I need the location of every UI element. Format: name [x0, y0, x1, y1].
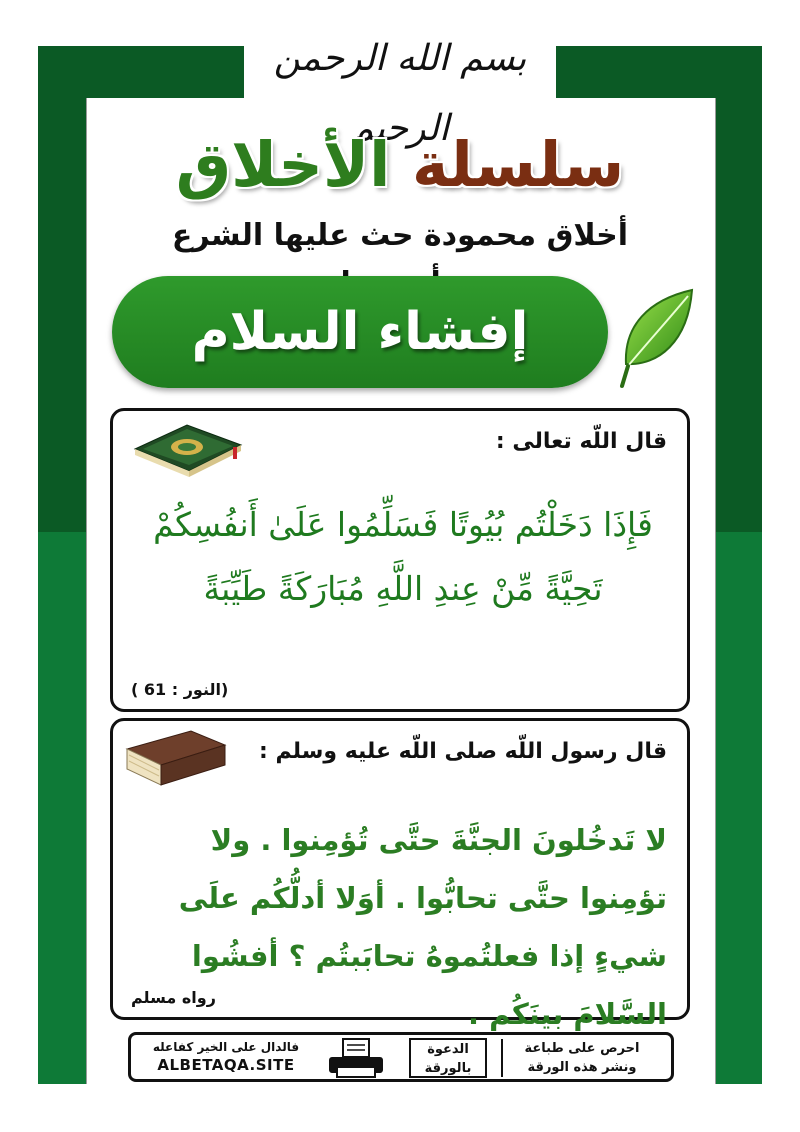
footer-site-link[interactable]: ALBETAQA.SITE — [157, 1056, 295, 1074]
printer-icon — [327, 1037, 385, 1079]
verse-line-2: تَحِيَّةً مِّنْ عِندِ اللَّهِ مُبَارَكَةً طَيِّبَةً — [203, 569, 603, 608]
call-line-2: ونشر هذه الورقة — [527, 1060, 637, 1075]
series-title — [150, 122, 650, 208]
series-title-word1: سلسلة — [411, 128, 625, 201]
call-line-1: احرص على طباعة — [524, 1041, 640, 1056]
footer-promo-line: فالدال على الخير كفاعله — [152, 1040, 300, 1054]
leaf-icon — [618, 286, 698, 390]
book-icon — [121, 727, 229, 789]
quran-book-icon — [125, 419, 245, 477]
series-subtitle: أخلاق محمودة حث عليها الشرع — [171, 218, 629, 253]
footer-call-to-action — [507, 1039, 657, 1077]
series-title-word2: الأخلاق — [175, 128, 391, 201]
hadith-reference: رواه مسلم — [131, 988, 216, 1007]
hadith-intro-label: قال رسول اللّه صلى اللّه عليه وسلم : — [259, 739, 667, 764]
logo-line-1: الدعوة — [427, 1042, 469, 1057]
quran-intro-label: قال اللّه تعالى : — [495, 429, 667, 454]
verse-reference: (النور : 61 ) — [131, 680, 229, 699]
verse-line-1: فَإِذَا دَخَلْتُم بُيُوتًا فَسَلِّمُوا عَلَىٰ أَنفُسِكُمْ — [153, 505, 653, 544]
topic-banner — [112, 276, 608, 388]
footer-site-block — [141, 1039, 311, 1075]
logo-line-2: بالورقة — [424, 1061, 472, 1076]
footer-divider — [501, 1039, 503, 1077]
footer-logo — [409, 1038, 487, 1078]
basmala: بسم الله الرحمن الرحيم — [273, 38, 527, 149]
hadith-text: لا تَدخُلونَ الجنَّةَ حتَّى تُؤمِنوا . ولا تؤمِنوا حتَّى تحابُّوا . أوَلا أدلُّكُم علَى شيءٍ إذا فعلتُموهُ تحابَبتُم ؟ أفشُوا السَّلامَ بينَكُم . — [178, 823, 667, 1031]
quran-card — [110, 408, 690, 712]
topic-title: إفشاء السلام — [191, 302, 529, 362]
quran-verse — [143, 493, 663, 621]
footer-bar — [128, 1032, 674, 1082]
hadith-card — [110, 718, 690, 1031]
